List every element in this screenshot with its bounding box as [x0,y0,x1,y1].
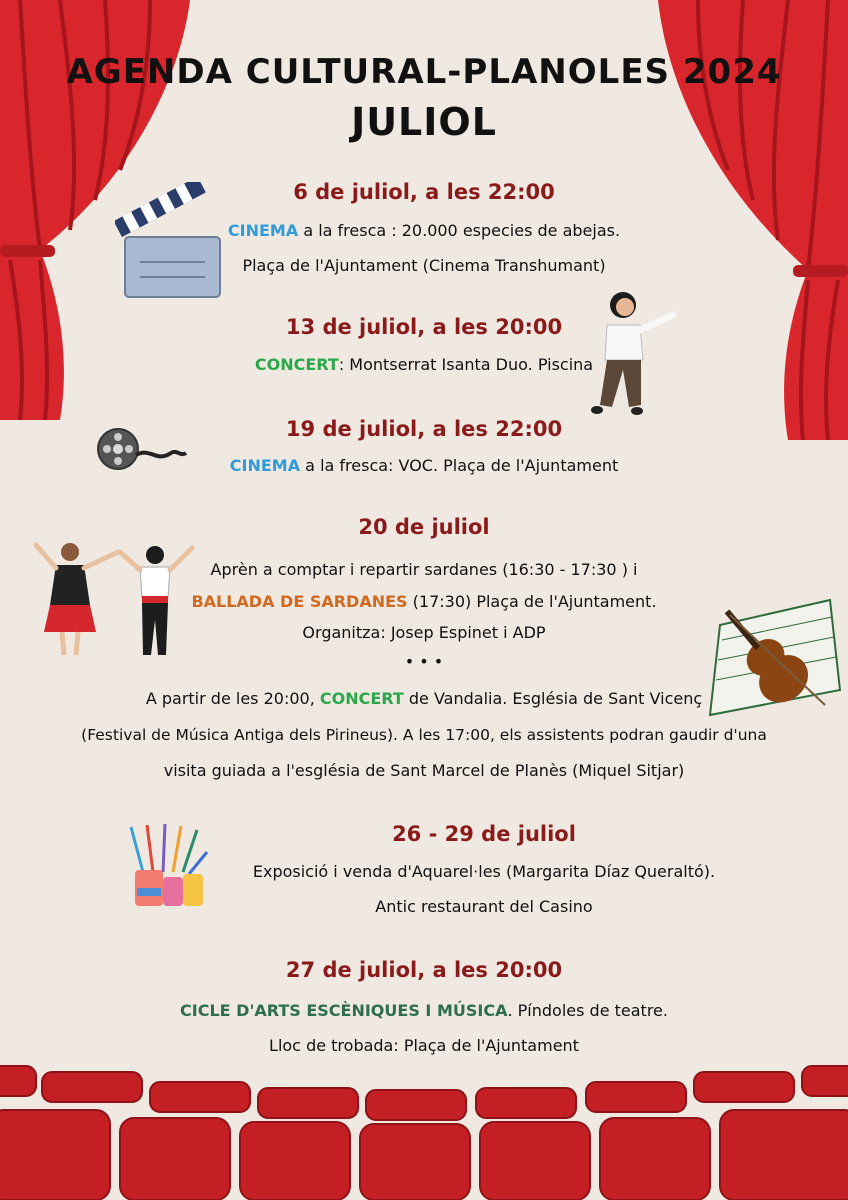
event-1-line-2: Plaça de l'Ajuntament (Cinema Transhumant) [242,256,606,275]
event-4-keyword-2: CONCERT [319,689,404,708]
event-2-text: : Montserrat Isanta Duo. Piscina [338,355,594,374]
event-5-line-1: Exposició i venda d'Aquarel·les (Margarita Díaz Queraltó). [252,862,716,881]
event-2-keyword: CONCERT [254,355,339,374]
event-4-keyword: BALLADA DE SARDANES [191,592,408,611]
event-4-line-4-rest: de Vandalia. Església de Sant Vicenç [403,689,703,708]
event-1-keyword: CINEMA [227,221,299,240]
page-title: AGENDA CULTURAL-PLANOLES 2024 [66,52,782,92]
event-4-line-2 [0,592,848,611]
event-4-line-6: visita guiada a l'església de Sant Marcel de Planès (Miquel Sitjar) [163,761,685,780]
event-4-line-5: (Festival de Música Antiga dels Pirineus). A les 17:00, els assistents podran gaudir d'una [81,726,767,744]
event-5-date: 26 - 29 de juliol [392,822,576,846]
event-1-date: 6 de juliol, a les 22:00 [293,180,555,204]
event-3-keyword: CINEMA [229,456,301,475]
event-6-text: . Píndoles de teatre. [507,1001,668,1020]
event-4-line-4-pre: A partir de les 20:00, [145,689,320,708]
event-3-line-1 [0,456,848,475]
event-1-line-1 [0,221,848,240]
event-3-date: 19 de juliol, a les 22:00 [285,417,563,441]
event-4-text: (17:30) Plaça de l'Ajuntament. [407,592,657,611]
event-6-keyword: CICLE D'ARTS ESCÈNIQUES I MÚSICA [180,1001,508,1020]
event-6-date: 27 de juliol, a les 20:00 [285,958,563,982]
event-3-text: a la fresca: VOC. Plaça de l'Ajuntament [300,456,619,475]
event-6-line-1 [0,1001,848,1020]
page-subtitle: JULIOL [351,100,497,144]
event-4-date: 20 de juliol [358,515,490,539]
theater-seats-icon [0,1060,848,1200]
event-4-line-4 [0,689,848,708]
event-2-line-1 [0,355,848,374]
event-5-line-2: Antic restaurant del Casino [375,897,593,916]
event-6-line-2: Lloc de trobada: Plaça de l'Ajuntament [269,1036,579,1055]
event-2-date: 13 de juliol, a les 20:00 [285,315,563,339]
event-1-text: a la fresca : 20.000 especies de abejas. [298,221,621,240]
event-4-organizer: Organitza: Josep Espinet i ADP [302,623,546,642]
singer-icon [585,285,680,420]
event-4-line-1: Aprèn a comptar i repartir sardanes (16:30 - 17:30 ) i [210,560,638,579]
event-4-separator: • • • [404,652,444,671]
